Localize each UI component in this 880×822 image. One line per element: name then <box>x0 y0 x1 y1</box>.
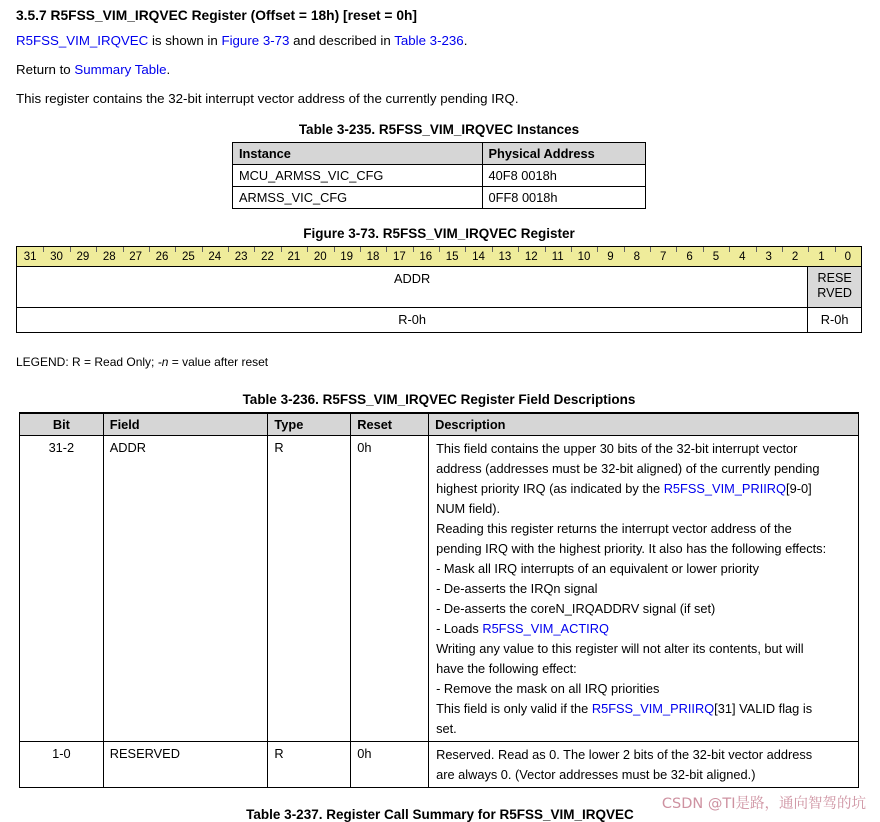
bit-number: 20 <box>307 247 333 266</box>
field-descriptions-table <box>19 412 859 788</box>
fields-header-type: Type <box>268 413 351 436</box>
bit-number: 31 <box>23 250 37 263</box>
text-segment: [9-0] <box>786 481 812 496</box>
bit-number: 18 <box>360 247 386 266</box>
bit-number-row <box>17 247 861 267</box>
text-segment: is shown in <box>148 33 222 48</box>
description-cell <box>429 742 859 788</box>
text-segment: Reserved. Read as 0. The lower 2 bits of the 32-bit vector address <box>436 747 813 762</box>
doc-link[interactable]: R5FSS_VIM_IRQVEC <box>16 33 149 48</box>
bit-number: 11 <box>545 247 571 266</box>
bit-number: 3 <box>756 247 782 266</box>
bit-number: 25 <box>175 247 201 266</box>
text-segment: NUM field). <box>436 501 501 516</box>
instances-header-instance: Instance <box>233 143 483 165</box>
csdn-watermark: CSDN @TI是路，通向智驾的坑 <box>661 796 866 812</box>
text-segment: [31] VALID flag is <box>714 701 813 716</box>
bit-number: 0 <box>835 247 861 266</box>
fields-table-title: Table 3-236. R5FSS_VIM_IRQVEC Register Field Descriptions <box>242 392 636 407</box>
fields-header-row <box>20 413 859 436</box>
text-segment: Writing any value to this register will not alter its contents, but will <box>436 641 804 656</box>
bit-number: 1 <box>808 247 834 266</box>
addr-reset-value: R-0h <box>398 312 427 327</box>
text-segment: - Mask all IRQ interrupts of an equivalent or lower priority <box>436 561 759 576</box>
reset-cell: 0h <box>351 742 429 788</box>
text-segment: This field contains the upper 30 bits of the 32-bit interrupt vector <box>436 441 798 456</box>
bit-number: 12 <box>518 247 544 266</box>
doc-link[interactable]: Summary Table <box>74 62 167 77</box>
reserved-label-line1: RESE <box>817 271 852 285</box>
bit-number: 2 <box>782 247 808 266</box>
fields-header-description: Description <box>429 413 859 436</box>
text-segment: . <box>463 33 468 48</box>
field-row <box>17 267 861 307</box>
description-cell <box>429 436 859 742</box>
text-segment: and described in <box>289 33 395 48</box>
text-segment: Return to <box>16 62 75 77</box>
bit-number: 8 <box>624 247 650 266</box>
bit-number: 21 <box>281 247 307 266</box>
bit-number: 14 <box>465 247 491 266</box>
text-segment: set. <box>436 721 457 736</box>
bit-number: 23 <box>228 247 254 266</box>
bit-range-cell: 31-2 <box>20 436 104 742</box>
instance-name-cell: ARMSS_VIC_CFG <box>233 187 483 209</box>
bit-number: 9 <box>597 247 623 266</box>
table-row <box>233 165 646 187</box>
physical-address-cell: 40F8 0018h <box>482 165 645 187</box>
instances-header-address: Physical Address <box>482 143 645 165</box>
text-segment: LEGEND: R = Read Only; <box>16 355 158 369</box>
register-bitfield-figure <box>16 246 862 333</box>
doc-link[interactable]: R5FSS_VIM_ACTIRQ <box>482 621 609 636</box>
instances-table <box>232 142 646 209</box>
bit-number: 26 <box>149 247 175 266</box>
bit-number: 28 <box>96 247 122 266</box>
intro-paragraph <box>16 34 862 48</box>
bit-number: 30 <box>43 247 69 266</box>
doc-link[interactable]: R5FSS_VIM_PRIIRQ <box>591 701 715 716</box>
table-row <box>233 187 646 209</box>
physical-address-cell: 0FF8 0018h <box>482 187 645 209</box>
bit-number: 19 <box>334 247 360 266</box>
text-segment: are always 0. (Vector addresses must be 32-bit aligned.) <box>436 767 756 782</box>
bit-number: 10 <box>571 247 597 266</box>
doc-link[interactable]: Table 3-236 <box>394 33 464 48</box>
fields-header-reset: Reset <box>351 413 429 436</box>
reserved-field-cell <box>807 267 861 307</box>
bit-number: 15 <box>439 247 465 266</box>
summary-paragraph: This register contains the 32-bit interrupt vector address of the currently pending IRQ. <box>16 91 519 106</box>
text-segment: address (addresses must be 32-bit aligned) of the currently pending <box>436 461 820 476</box>
text-segment: This field is only valid if the <box>436 701 592 716</box>
bit-number: 22 <box>254 247 280 266</box>
text-segment: - Remove the mask on all IRQ priorities <box>436 681 660 696</box>
type-cell: R <box>268 742 351 788</box>
text-segment: -n <box>157 355 169 369</box>
type-cell: R <box>268 436 351 742</box>
field-name-cell: RESERVED <box>103 742 268 788</box>
bit-number: 17 <box>386 247 412 266</box>
text-segment: . <box>166 62 171 77</box>
instances-header-row <box>233 143 646 165</box>
return-paragraph <box>16 63 862 77</box>
instances-table-title: Table 3-235. R5FSS_VIM_IRQVEC Instances <box>298 122 580 137</box>
text-segment: = value after reset <box>168 355 269 369</box>
text-segment: pending IRQ with the highest priority. It also has the following effects: <box>436 541 827 556</box>
text-segment: - De-asserts the IRQn signal <box>436 581 598 596</box>
instance-name-cell: MCU_ARMSS_VIC_CFG <box>233 165 483 187</box>
page-content <box>0 8 880 788</box>
figure-legend <box>16 355 862 369</box>
reserved-reset-value: R-0h <box>807 308 861 332</box>
bit-number: 7 <box>650 247 676 266</box>
reset-cell: 0h <box>351 436 429 742</box>
section-heading: 3.5.7 R5FSS_VIM_IRQVEC Register (Offset = 18h) [reset = 0h] <box>16 8 418 23</box>
bit-number: 29 <box>70 247 96 266</box>
bit-range-cell: 1-0 <box>20 742 104 788</box>
bit-number: 16 <box>413 247 439 266</box>
bit-number: 24 <box>202 247 228 266</box>
table-row <box>20 742 859 788</box>
doc-link[interactable]: R5FSS_VIM_PRIIRQ <box>663 481 787 496</box>
register-figure-title: Figure 3-73. R5FSS_VIM_IRQVEC Register <box>303 226 575 241</box>
text-segment: - De-asserts the coreN_IRQADDRV signal (if set) <box>436 601 716 616</box>
bit-number: 27 <box>123 247 149 266</box>
reserved-label-line2: RVED <box>817 286 853 300</box>
addr-field-cell: ADDR <box>394 271 431 286</box>
doc-link[interactable]: Figure 3-73 <box>221 33 290 48</box>
next-table-title-clipped: Table 3-237. Register Call Summary for R5FSS_VIM_IRQVEC <box>246 807 634 822</box>
fields-header-field: Field <box>103 413 268 436</box>
text-segment: Reading this register returns the interrupt vector address of the <box>436 521 792 536</box>
text-segment: have the following effect: <box>436 661 577 676</box>
table-row <box>20 436 859 742</box>
bit-number: 6 <box>676 247 702 266</box>
text-segment: highest priority IRQ (as indicated by the <box>436 481 664 496</box>
reset-row <box>17 307 861 332</box>
text-segment: - Loads <box>436 621 483 636</box>
bit-number: 13 <box>492 247 518 266</box>
field-name-cell: ADDR <box>103 436 268 742</box>
fields-header-bit: Bit <box>20 413 104 436</box>
bit-number: 4 <box>729 247 755 266</box>
bit-number: 5 <box>703 247 729 266</box>
